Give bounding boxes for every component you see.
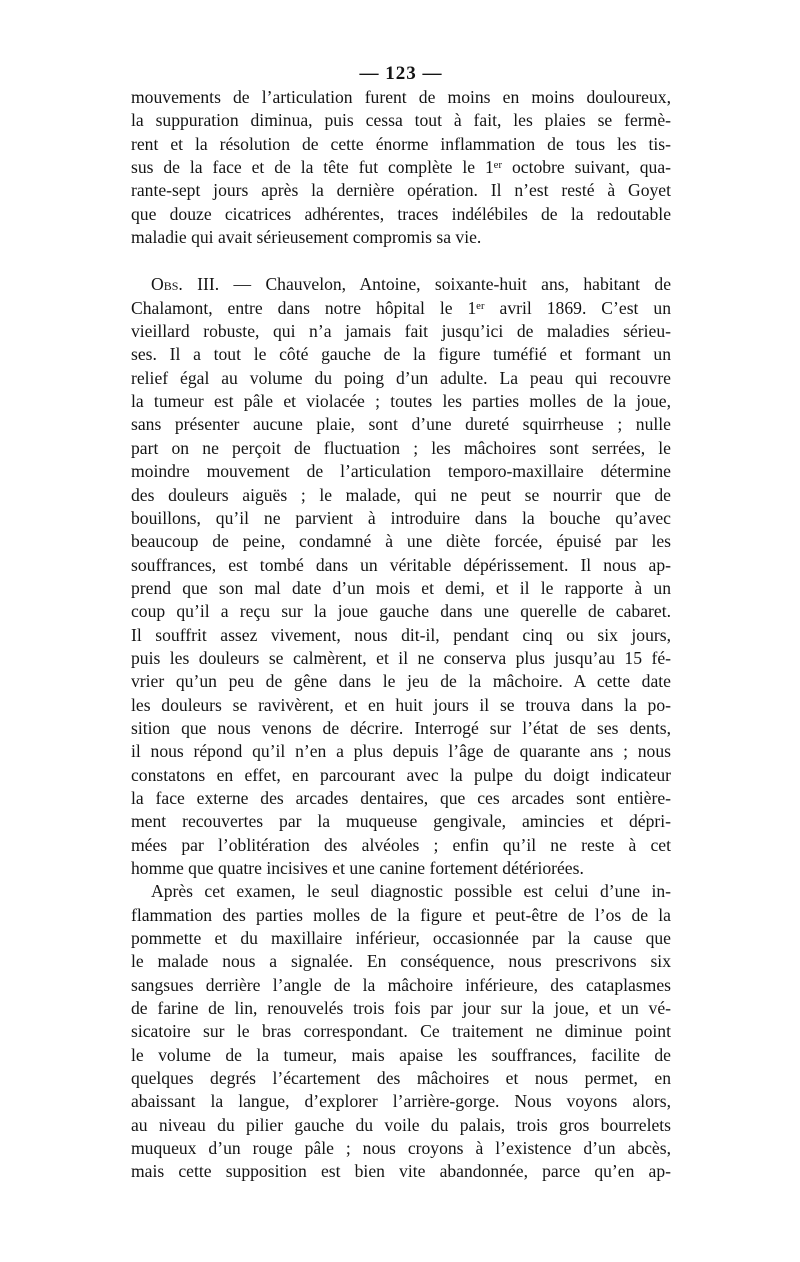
text-line: part on ne perçoit de fluctuation ; les mâchoires sont serrées, le bbox=[131, 437, 671, 458]
text-line: Après cet examen, le seul diagnostic possible est celui d’une in- bbox=[151, 881, 671, 902]
text-line: sans présenter aucune plaie, sont d’une dureté squirrheuse ; nulle bbox=[131, 414, 671, 435]
text-line: vrier qu’un peu de gêne dans le jeu de la mâchoire. A cette date bbox=[131, 671, 671, 692]
text-line: bouillons, qu’il ne parvient à introduire dans la bouche qu’avec bbox=[131, 507, 671, 528]
text-line: sition que nous venons de décrire. Interrogé sur l’état de ses dents, bbox=[131, 717, 671, 738]
text-line: au niveau du pilier gauche du voile du palais, trois gros bourrelets bbox=[131, 1114, 671, 1135]
text-line: pommette et du maxillaire inférieur, occasionnée par la cause que bbox=[131, 928, 671, 949]
text-line: que douze cicatrices adhérentes, traces indélébiles de la redoutable bbox=[131, 203, 671, 224]
text-line: le volume de la tumeur, mais apaise les souffrances, facilite de bbox=[131, 1044, 671, 1065]
text-line: mais cette supposition est bien vite abandonnée, parce qu’en ap- bbox=[131, 1161, 671, 1182]
text-line: sus de la face et de la tête fut complète le 1ᵉʳ octobre suivant, qua- bbox=[131, 157, 671, 178]
text-line: ment recouvertes par la muqueuse gengivale, amincies et dépri- bbox=[131, 811, 671, 832]
text-line: sicatoire sur le bras correspondant. Ce traitement ne diminue point bbox=[131, 1021, 671, 1042]
text-line: maladie qui avait sérieusement compromis sa vie. bbox=[131, 227, 482, 248]
text-line: sangsues derrière l’angle de la mâchoire inférieure, des cataplasmes bbox=[131, 974, 671, 995]
text-line: flammation des parties molles de la figure et peut-être de l’os de la bbox=[131, 904, 671, 925]
text-line: beaucoup de peine, condamné à une diète forcée, épuisé par les bbox=[131, 531, 671, 552]
text-line: abaissant la langue, d’explorer l’arrière-gorge. Nous voyons alors, bbox=[131, 1091, 671, 1112]
text-line: souffrances, est tombé dans un véritable dépérissement. Il nous ap- bbox=[131, 554, 671, 575]
text-line-rest: — Chauvelon, Antoine, soixante-huit ans, habitant de bbox=[219, 274, 671, 295]
text-line: coup qu’il a reçu sur la joue gauche dans une querelle de cabaret. bbox=[131, 601, 671, 622]
paragraph-gap bbox=[131, 249, 671, 273]
text-line: la suppuration diminua, puis cessa tout à fait, les plaies se fermè- bbox=[131, 110, 671, 131]
text-line: homme que quatre incisives et une canine fortement détériorées. bbox=[131, 858, 584, 878]
text-line: de farine de lin, renouvelés trois fois par jour sur la joue, et un vé- bbox=[131, 998, 671, 1019]
book-page bbox=[131, 62, 671, 1184]
text-line: moindre mouvement de l’articulation temporo-maxillaire détermine bbox=[131, 461, 671, 482]
text-line: prend que son mal date d’un mois et demi, et il le rapporte à un bbox=[131, 577, 671, 598]
text-line: mées par l’oblitération des alvéoles ; enfin qu’il ne reste à cet bbox=[131, 834, 671, 855]
text-line: Chalamont, entre dans notre hôpital le 1ᵉʳ avril 1869. C’est un bbox=[131, 297, 671, 318]
observation-label: Obs. III. bbox=[151, 274, 220, 295]
text-line: puis les douleurs se calmèrent, et il ne conserva plus jusqu’au 15 fé- bbox=[131, 647, 671, 668]
text-line: vieillard robuste, qui n’a jamais fait jusqu’ici de maladies sérieu- bbox=[131, 321, 671, 342]
text-line: la face externe des arcades dentaires, que ces arcades sont entière- bbox=[131, 787, 671, 808]
text-line: quelques degrés l’écartement des mâchoires et nous permet, en bbox=[131, 1068, 671, 1089]
text-line: il nous répond qu’il n’en a plus depuis l’âge de quarante ans ; nous bbox=[131, 741, 671, 762]
text-line: mouvements de l’articulation furent de moins en moins douloureux, bbox=[131, 87, 671, 107]
text-line: des douleurs aiguës ; le malade, qui ne peut se nourrir que de bbox=[131, 484, 671, 505]
text-line: rent et la résolution de cette énorme inflammation de tous les tis- bbox=[131, 133, 671, 154]
text-line: ses. Il a tout le côté gauche de la figure tuméfié et formant un bbox=[131, 344, 671, 365]
text-line: constatons en effet, en parcourant avec la pulpe du doigt indicateur bbox=[131, 764, 671, 785]
text-line: muqueux d’un rouge pâle ; nous croyons à l’existence d’un abcès, bbox=[131, 1138, 671, 1159]
text-line: Il souffrit assez vivement, nous dit-il, pendant cinq ou six jours, bbox=[131, 624, 671, 645]
text-line: la tumeur est pâle et violacée ; toutes les parties molles de la joue, bbox=[131, 391, 671, 412]
page-number: — 123 — bbox=[359, 63, 443, 84]
paragraph-observation-3 bbox=[131, 273, 671, 880]
text-line: les douleurs se ravivèrent, et en huit jours il se trouva dans la po- bbox=[131, 694, 671, 715]
text-line: relief égal au volume du poing d’un adulte. La peau qui recouvre bbox=[131, 367, 671, 388]
text-line: rante-sept jours après la dernière opération. Il n’est resté à Goyet bbox=[131, 180, 671, 201]
text-line bbox=[131, 273, 671, 296]
paragraph-continuation bbox=[131, 86, 671, 249]
text-line: le malade nous a signalée. En conséquence, nous prescrivons six bbox=[131, 951, 671, 972]
paragraph-treatment bbox=[131, 880, 671, 1183]
